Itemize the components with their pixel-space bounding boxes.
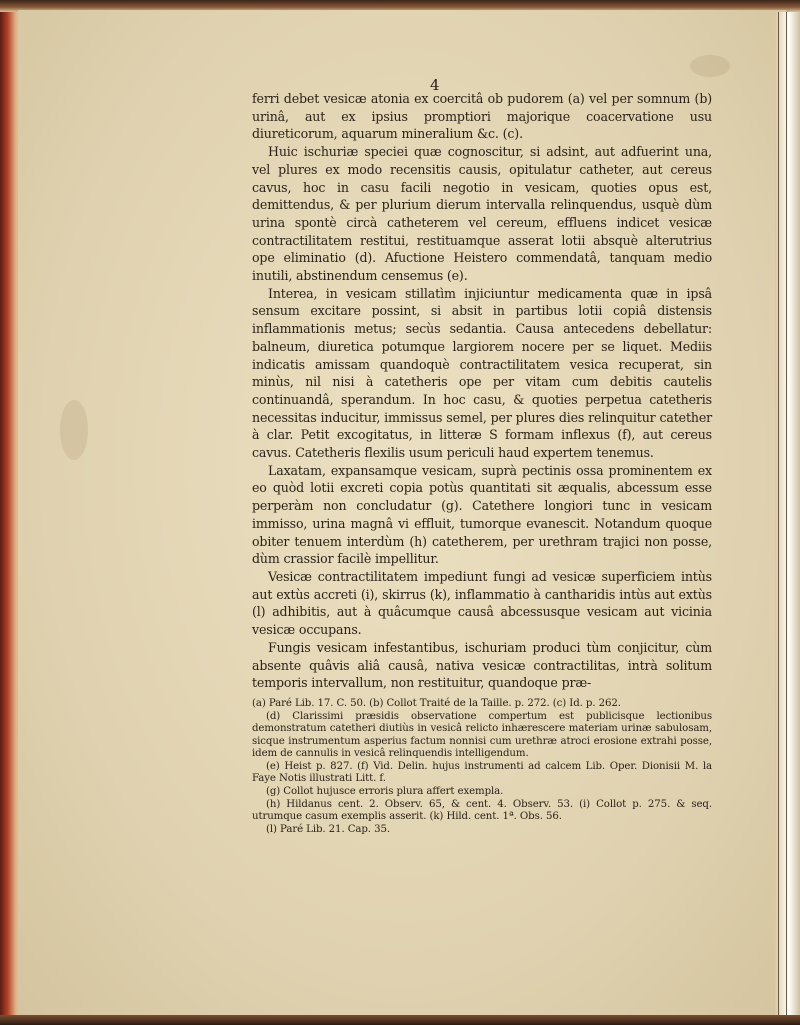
paragraph: Huic ischuriæ speciei quæ cognoscitur, si adsint, aut adfuerint una, vel plures ex modo recensitis causis, opitulatur catheter, aut cereus cavus, hoc in casu facili negotio in vesicam, quoties opus est, demittendus, & per plurium dierum intervalla relinquendus, usquè dùm urina spontè circà catheterem vel cereum, effluens indicet vesicæ contractilitatem restitui, restituamque asserat lotii absquè alterutrius ope eliminatio (d). Afuctione Heistero commendatâ, tanquam medio inutili, abstinendum censemus (e). <box>252 144 712 284</box>
gutter-line <box>786 12 787 1015</box>
footnote: (a) Paré Lib. 17. C. 50. (b) Collot Traité de la Taille. p. 272. (c) Id. p. 262. <box>252 697 621 709</box>
page-number: 4 <box>430 76 440 94</box>
paragraph: Vesicæ contractilitatem impediunt fungi ad vesicæ superficiem intùs aut extùs accreti (i), skirrus (k), inflammatio à cantharidis intùs aut extùs (l) adhibitis, aut à quâcumque causâ abcessusque vesicam aut vicinia vesicæ occupans. <box>252 568 712 638</box>
footnote: (d) Clarissimi præsidis observatione compertum est publicisque lectionibus demonstratum catetheri diutiùs in vesicâ relicto inhærescere materiam urinæ sabulosam, sicque instrumentum asperius factum nonnisi cum urethræ atroci erosione extrahi posse, idem de cannulis in vesicâ relinquendis intelligendum. <box>252 710 712 760</box>
book-edge-bottom <box>0 1015 800 1025</box>
gutter-line <box>778 12 779 1015</box>
footnote: (e) Heist p. 827. (f) Vid. Delin. hujus instrumenti ad calcem Lib. Oper. Dionisii M. la Faye Notis illustrati Litt. f. <box>252 760 712 785</box>
footnotes <box>252 698 712 837</box>
paragraph: Laxatam, expansamque vesicam, suprà pectinis ossa prominentem ex eo quòd lotii excreti copia potùs quantitati sit æqualis, abcessum esse perperàm non concludatur (g). Catethere longiori tunc in vesicam immisso, urina magnâ vi effluit, tumorque evanescit. Notandum quoque obiter tenuem interdùm (h) catetherem, per urethram trajici non posse, dùm crassior facilè impellitur. <box>252 462 712 567</box>
footnote: (h) Hildanus cent. 2. Observ. 65, & cent. 4. Observ. 53. (i) Collot p. 275. & seq. utrumque casum exemplis asserit. (k) Hild. cent. 1ª. Obs. 56. <box>252 798 712 823</box>
book-edge-left <box>0 0 20 1025</box>
footnote: (g) Collot hujusce erroris plura affert exempla. <box>266 786 504 798</box>
paragraph: Interea, in vesicam stillatìm injiciuntur medicamenta quæ in ipsâ sensum excitare possint, si absit in partibus lotii copiâ distensis inflammationis metus; secùs sedantia. Causa antecedens debellatur: balneum, diuretica potumque largiorem nocere per se liquet. Mediis indicatis amissam quandoquè contractilitatem vesica recuperat, sin minùs, nil nisi à catetheris ope per vitam cum debitis cautelis continuandâ, sperandum. In hoc casu, & quoties perpetua catetheris necessitas inducitur, immissus semel, per plures dies relinquitur catether à clar. Petit excogitatus, in litteræ S formam inflexus (f), aut cereus cavus. Catetheris flexilis usum periculi haud expertem tenemus. <box>252 285 712 461</box>
paragraph: Fungis vesicam infestantibus, ischuriam produci tùm conjicitur, cùm absente quâvis aliâ causâ, nativa vesicæ contractilitas, intrà solitum temporis intervallum, non restituitur, quandoque præ- <box>252 639 712 691</box>
body-text <box>252 78 712 836</box>
paragraph: ferri debet vesicæ atonia ex coercitâ ob pudorem (a) vel per somnum (b) urinâ, aut ex ipsius promptiori majorique coacervatione usu diureticorum, aquarum mineralium &c. (c). <box>252 91 712 142</box>
paper-stain <box>690 55 730 77</box>
paper-stain <box>60 400 88 460</box>
footnote: (l) Paré Lib. 21. Cap. 35. <box>266 823 390 835</box>
